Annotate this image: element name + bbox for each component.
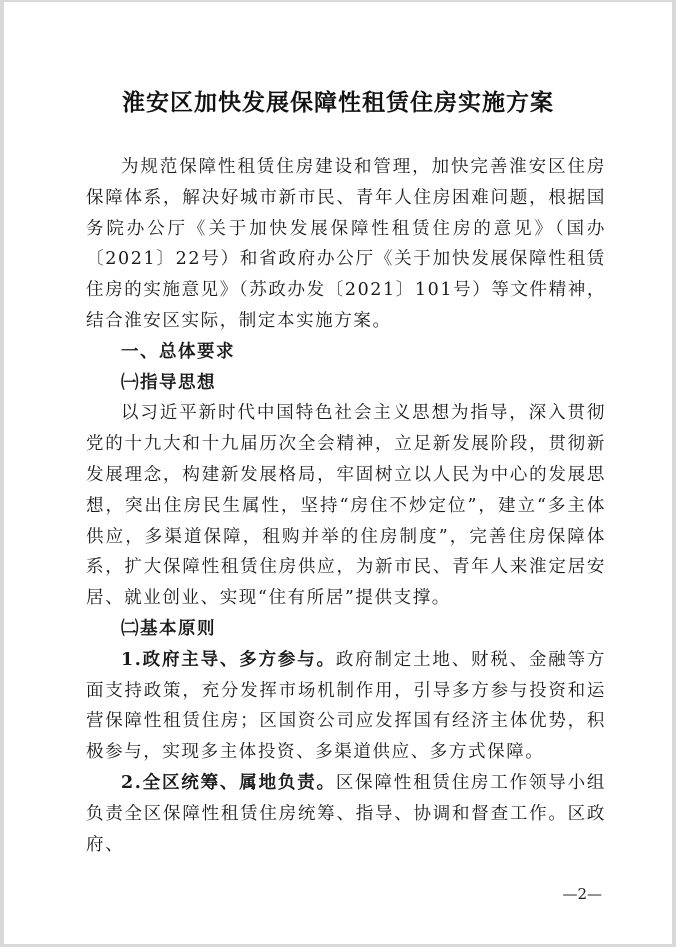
section-heading-general-requirements: 一、总体要求 xyxy=(121,341,235,362)
page-number: —2— xyxy=(562,885,602,903)
principle-2-text: 区保障性租赁住房工作领导小组负责全区保障性租赁住房统筹、指导、协调和督查工作。区政府、 xyxy=(86,772,607,855)
principle-1-paragraph xyxy=(86,645,606,768)
document-page xyxy=(4,2,672,944)
document-body xyxy=(86,152,606,860)
principle-1-text: 政府制定土地、财税、金融等方面支持政策，充分发挥市场机制作用，引导多方参与投资和运营保障性租赁住房；区国资公司应发挥国有经济主体优势，积极参与，实现多主体投资、多渠道供应、多方式保障。 xyxy=(86,649,607,763)
principle-2-paragraph xyxy=(86,768,606,860)
document-title: 淮安区加快发展保障性租赁住房实施方案 xyxy=(122,89,554,116)
intro-paragraph: 为规范保障性租赁住房建设和管理，加快完善淮安区住房保障体系，解决好城市新市民、青年人住房困难问题，根据国务院办公厅《关于加快发展保障性租赁住房的意见》（国办〔2021〕22号）和省政府办公厅《关于加快发展保障性租赁住房的实施意见》（苏政办发〔2021〕101号）等文件精神，结合淮安区实际，制定本实施方案。 xyxy=(86,157,606,331)
principle-1-lead: 1.政府主导、多方参与。 xyxy=(121,649,336,670)
guiding-ideology-paragraph: 以习近平新时代中国特色社会主义思想为指导，深入贯彻党的十九大和十九届历次全会精神，立足新发展阶段，贯彻新发展理念，构建新发展格局，牢固树立以人民为中心的发展思想，突出住房民生属性，坚持“房住不炒定位”，建立“多主体供应，多渠道保障，租购并举的住房制度”，完善住房保障体系，扩大保障性租赁住房供应，为新市民、青年人来淮定居安居、就业创业、实现“住有所居”提供支撑。 xyxy=(86,403,606,609)
principle-2-lead: 2.全区统筹、属地负责。 xyxy=(121,772,336,793)
subsection-heading-basic-principles: ㈡基本原则 xyxy=(121,618,216,639)
subsection-heading-guiding-ideology: ㈠指导思想 xyxy=(121,372,216,393)
